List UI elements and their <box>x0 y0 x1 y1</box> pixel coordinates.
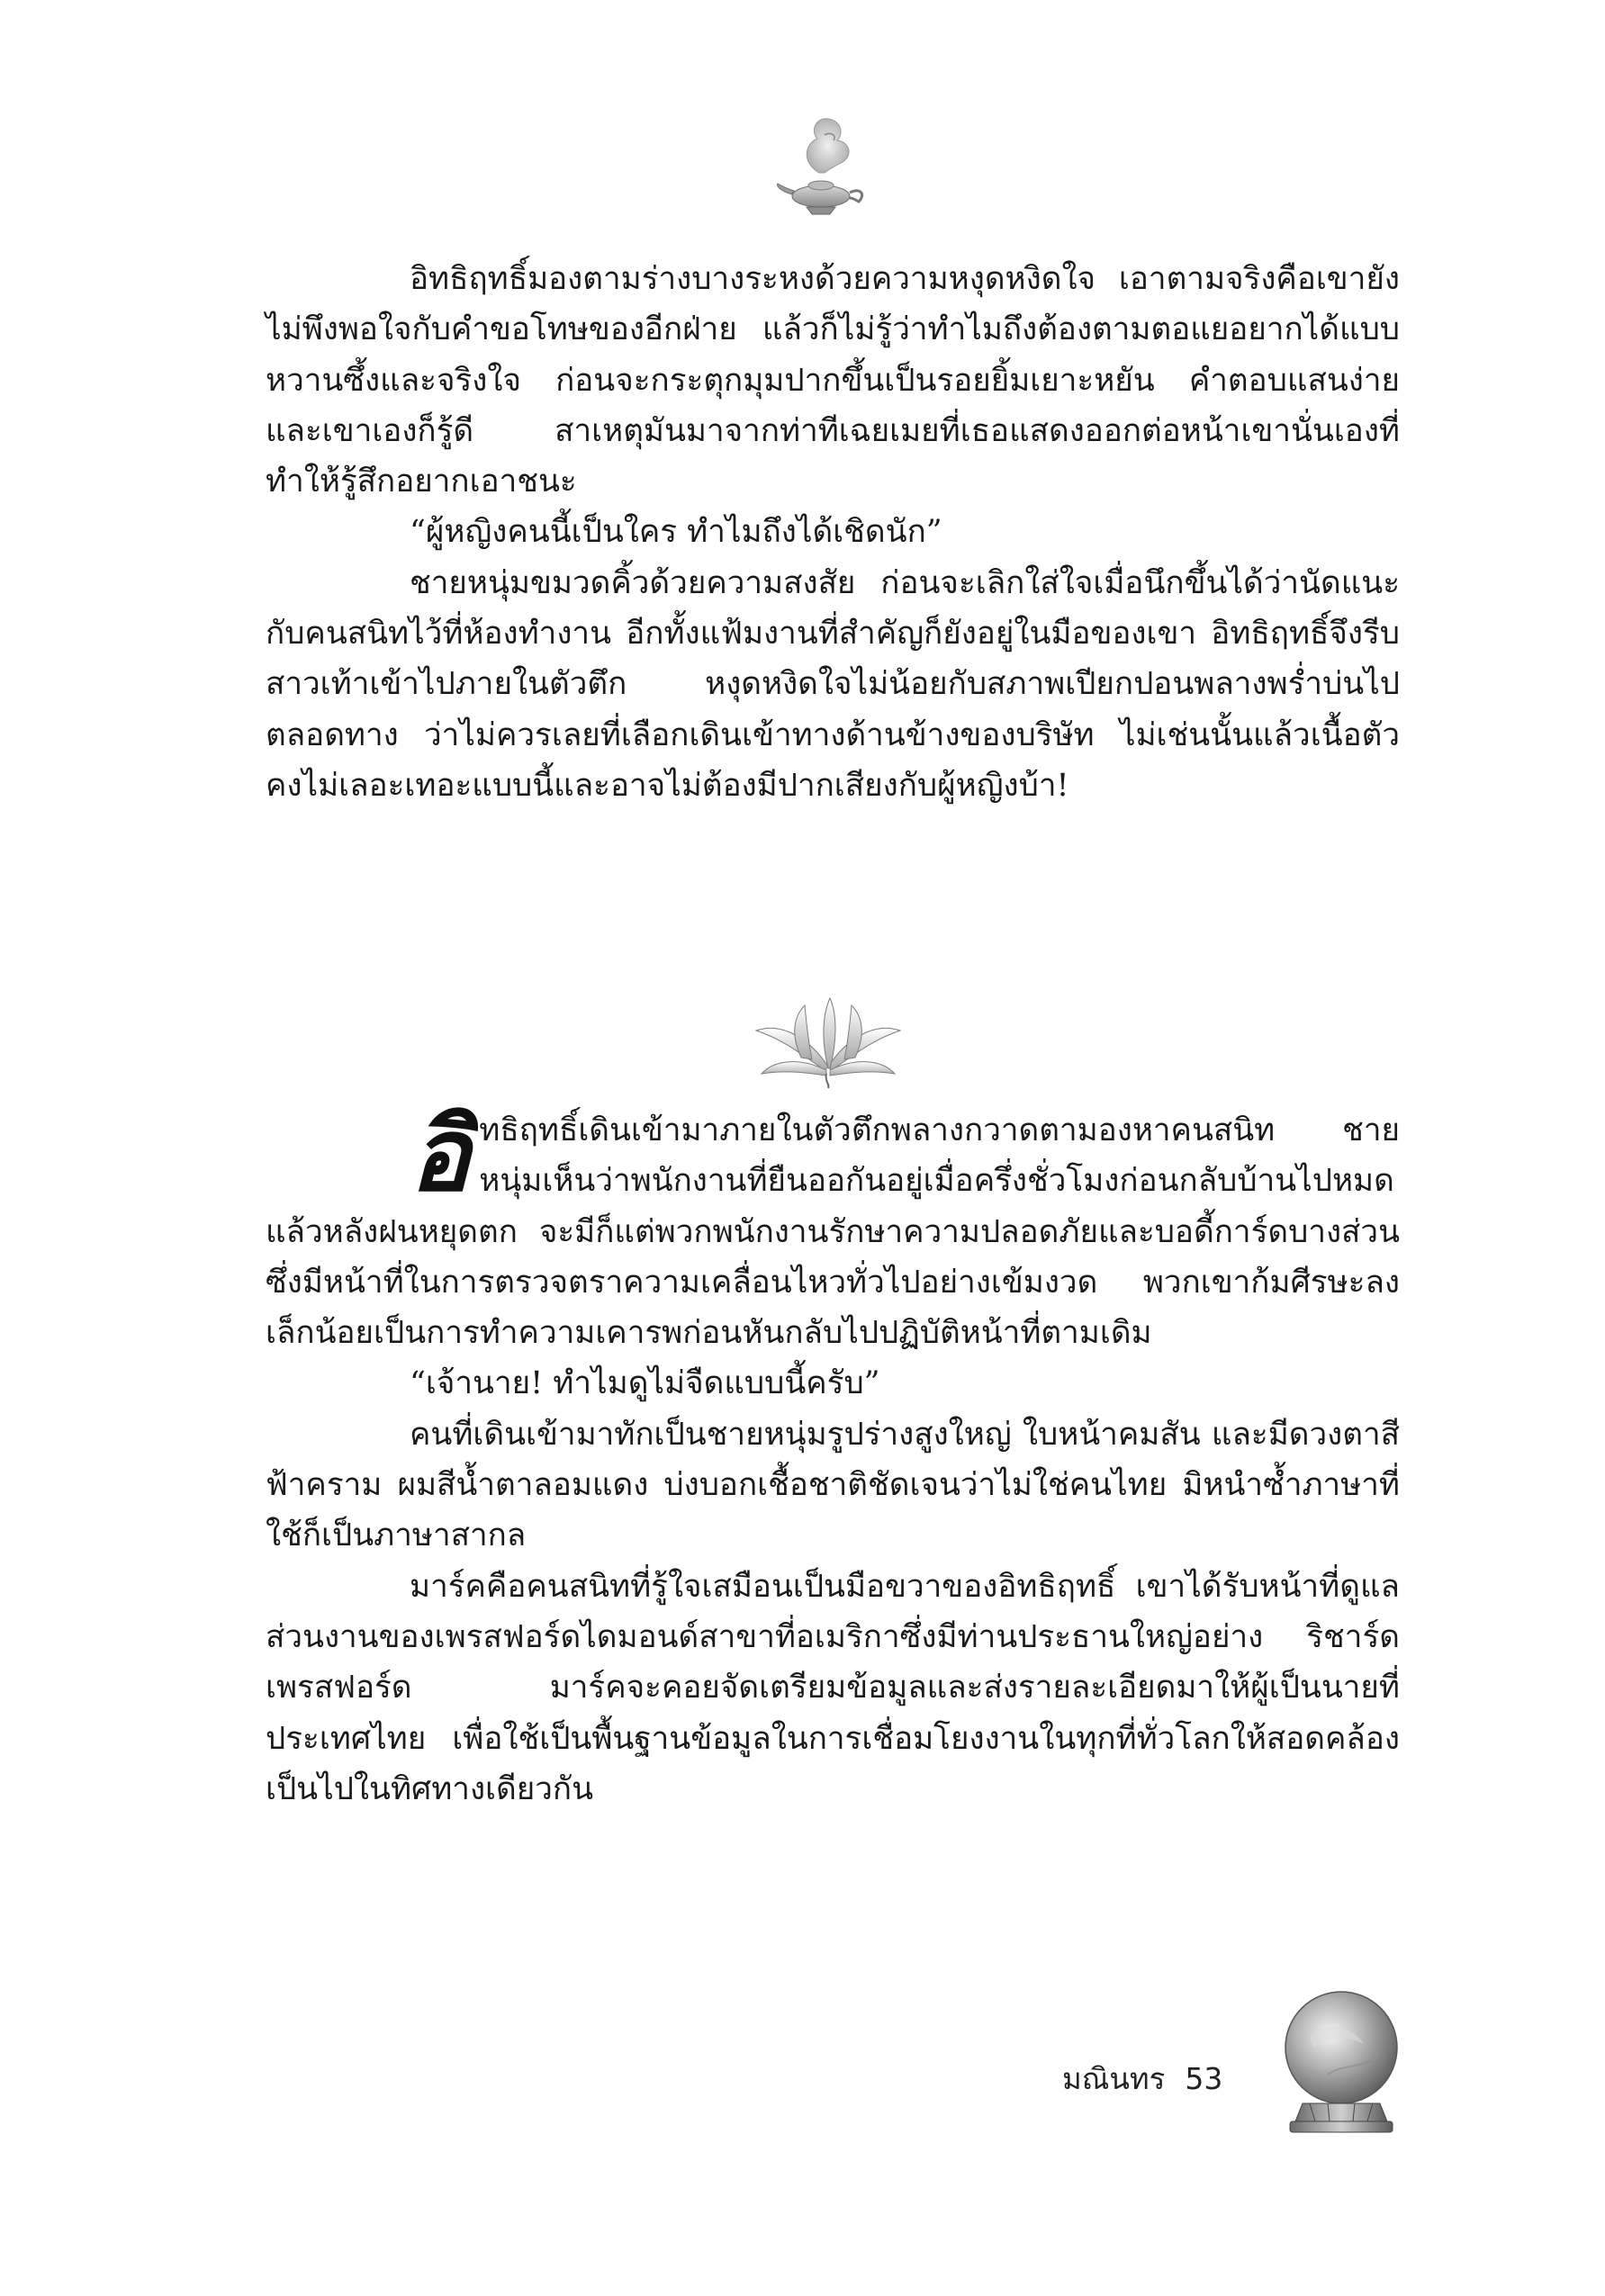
dialogue: “ผู้หญิงคนนี้เป็นใคร ทำไมถึงได้เชิดนัก” <box>410 514 942 551</box>
paragraph: ชายหนุ่มขมวดคิ้วด้วยความสงสัย ก่อนจะเลิกใส่ใจเมื่อนึกขึ้นได้ว่านัดแนะกับคนสนิทไว้ที่ห้องทำงาน อีกทั้งแฟ้มงานที่สำคัญก็ยังอยู่ในมือของเขา อิทธิฤทธิ์จึงรีบสาวเท้าเข้าไปภายในตัวตึก หงุดหงิดใจไม่น้อยกับสภาพเปียกปอนพลางพร่ำบ่นไปตลอดทาง ว่าไม่ควรเลยที่เลือกเดินเข้าทางด้านข้างของบริษัท ไม่เช่นนั้นแล้วเนื้อตัวคงไม่เลอะเทอะแบบนี้และอาจไม่ต้องมีปากเสียงกับผู้หญิงบ้า! <box>266 564 1400 804</box>
paragraph: มาร์คคือคนสนิทที่รู้ใจเสมือนเป็นมือขวาของอิทธิฤทธิ์ เขาได้รับหน้าที่ดูแลส่วนงานของเพรสฟอร์ดไดมอนด์สาขาที่อเมริกาซึ่งมีท่านประธานใหญ่อย่าง ริชาร์ด เพรสฟอร์ด มาร์คจะคอยจัดเตรียมข้อมูลและส่งรายละเอียดมาให้ผู้เป็นนายที่ประเทศไทย เพื่อใช้เป็นพื้นฐานข้อมูลในการเชื่อมโยงงานในทุกที่ทั่วโลกให้สอดคล้องเป็นไปในทิศทางเดียวกัน <box>266 1568 1400 1807</box>
paragraph-text: ทธิฤทธิ์เดินเข้ามาภายในตัวตึกพลางกวาดตามองหาคนสนิท ชายหนุ่มเห็นว่าพนักงานที่ยืนออกันอยู่เมื่อครึ่งชั่วโมงก่อนกลับบ้านไปหมดแล้วหลังฝนหยุดตก จะมีก็แต่พวกพนักงานรักษาความปลอดภัยและบอดี้การ์ดบางส่วน ซึ่งมีหน้าที่ในการตรวจตราความเคลื่อนไหวทั่วไปอย่างเข้มงวด พวกเขาก้มศีรษะลงเล็กน้อยเป็นการทำความเคารพก่อนหันกลับไปปฏิบัติหน้าที่ตามเดิม <box>266 1112 1400 1352</box>
section-two <box>266 1097 1400 1814</box>
paragraph: อิทธิฤทธิ์มองตามร่างบางระหงด้วยความหงุดหงิดใจ เอาตามจริงคือเขายังไม่พึงพอใจกับคำขอโทษของอีกฝ่าย แล้วก็ไม่รู้ว่าทำไมถึงต้องตามตอแยอยากได้แบบหวานซึ้งและจริงใจ ก่อนจะกระตุกมุมปากขึ้นเป็นรอยยิ้มเยาะหยัน คำตอบแสนง่ายและเขาเองก็รู้ดี สาเหตุมันมาจากท่าทีเฉยเมยที่เธอแสดงออกต่อหน้าเขานั่นเองที่ทำให้รู้สึกอยากเอาชนะ <box>266 261 1400 500</box>
paragraph: คนที่เดินเข้ามาทักเป็นชายหนุ่มรูปร่างสูงใหญ่ ใบหน้าคมสัน และมีดวงตาสีฟ้าคราม ผมสีน้ำตาลอมแดง บ่งบอกเชื้อชาติชัดเจนว่าไม่ใช่คนไทย มิหนำซ้ำภาษาที่ใช้ก็เป็นภาษาสากล <box>266 1416 1400 1554</box>
crystal-ball-icon <box>1274 1985 1409 2142</box>
page-number: 53 <box>1185 2061 1223 2096</box>
lily-flower-icon <box>747 995 909 1089</box>
drop-cap: อิ <box>410 1097 471 1214</box>
section-one <box>266 254 1400 811</box>
dialogue: “เจ้านาย! ทำไมดูไม่จืดแบบนี้ครับ” <box>410 1365 880 1402</box>
book-title: มณินทร <box>1062 2061 1166 2096</box>
genie-lamp-icon <box>774 108 873 225</box>
page-footer <box>1062 2055 1222 2102</box>
